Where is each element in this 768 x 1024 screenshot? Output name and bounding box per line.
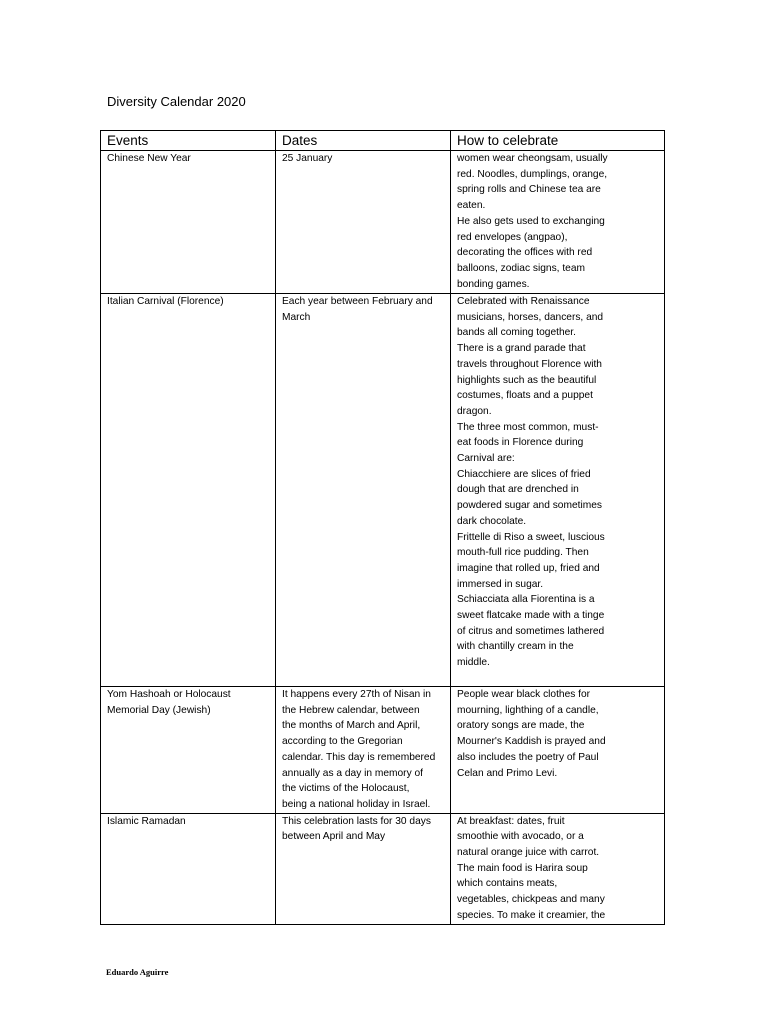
- celebrate-line: women wear cheongsam, usually: [457, 153, 608, 164]
- celebrate-line: mouth-full rice pudding. Then: [457, 547, 589, 559]
- document-title: Diversity Calendar 2020: [107, 94, 246, 109]
- dates-cell: [276, 813, 451, 924]
- event-cell: [101, 151, 276, 294]
- event-name: Chinese New Year: [107, 153, 191, 164]
- celebrate-line: oratory songs are made, the: [457, 720, 585, 732]
- celebrate-line: The main food is Harira soup: [457, 862, 588, 874]
- celebrate-line: also includes the poetry of Paul: [457, 751, 599, 763]
- event-cell: [101, 813, 276, 924]
- celebrate-line: imagine that rolled up, fried and: [457, 562, 600, 574]
- celebrate-cell: [451, 813, 665, 924]
- celebrate-line: of citrus and sometimes lathered: [457, 625, 605, 637]
- dates-cell: [276, 151, 451, 294]
- header-events: Events: [101, 131, 276, 151]
- celebrate-line: red envelopes (angpao),: [457, 231, 568, 243]
- celebrate-line: which contains meats,: [457, 878, 558, 890]
- celebrate-line: eaten.: [457, 200, 486, 212]
- celebrate-line: costumes, floats and a puppet: [457, 390, 593, 402]
- dates-cell: [276, 294, 451, 687]
- dates-text: March: [282, 311, 311, 323]
- dates-text: the victims of the Holocaust,: [282, 783, 410, 795]
- dates-text: between April and May: [282, 831, 386, 843]
- celebrate-line: Mourner's Kaddish is prayed and: [457, 736, 606, 748]
- celebrate-line: dark chocolate.: [457, 515, 527, 527]
- celebrate-line: immersed in sugar.: [457, 578, 544, 590]
- diversity-calendar-table: [100, 130, 665, 925]
- celebrate-line: bands all coming together.: [457, 327, 576, 339]
- celebrate-line: travels throughout Florence with: [457, 358, 602, 370]
- celebrate-line: species. To make it creamier, the: [457, 909, 606, 921]
- dates-text: the months of March and April,: [282, 720, 421, 732]
- celebrate-line: There is a grand parade that: [457, 343, 586, 355]
- celebrate-line: bonding games.: [457, 278, 530, 290]
- celebrate-line: powdered sugar and sometimes: [457, 500, 602, 512]
- celebrate-line: highlights such as the beautiful: [457, 374, 597, 386]
- celebrate-line: red. Noodles, dumplings, orange,: [457, 168, 608, 180]
- table-row: [101, 294, 665, 687]
- celebrate-line: dough that are drenched in: [457, 484, 579, 496]
- table-row: [101, 687, 665, 814]
- dates-cell: [276, 687, 451, 814]
- table-header-row: [101, 131, 665, 151]
- event-cell: [101, 687, 276, 814]
- dates-text: This celebration lasts for 30 days: [282, 815, 431, 827]
- celebrate-line: dragon.: [457, 405, 492, 417]
- celebrate-line: balloons, zodiac signs, team: [457, 262, 585, 274]
- celebrate-line: At breakfast: dates, fruit: [457, 815, 565, 827]
- celebrate-line: Frittelle di Riso a sweet, luscious: [457, 531, 605, 543]
- celebrate-line: He also gets used to exchanging: [457, 215, 605, 227]
- event-cell: [101, 294, 276, 687]
- event-name: Yom Hashoah or Holocaust: [107, 689, 231, 700]
- celebrate-cell: [451, 294, 665, 687]
- celebrate-line: middle.: [457, 657, 490, 669]
- table-row: [101, 813, 665, 924]
- celebrate-line: eat foods in Florence during: [457, 437, 584, 449]
- celebrate-line: Celan and Primo Levi.: [457, 767, 558, 779]
- celebrate-line: with chantilly cream in the: [457, 641, 574, 653]
- celebrate-cell: [451, 151, 665, 294]
- dates-text: Each year between February and: [282, 296, 433, 307]
- footer-author: Eduardo Aguirre: [106, 967, 169, 977]
- header-dates: Dates: [276, 131, 451, 151]
- event-name: Islamic Ramadan: [107, 815, 186, 827]
- celebrate-cell: [451, 687, 665, 814]
- dates-text: annually as a day in memory of: [282, 767, 423, 779]
- celebrate-line: The three most common, must-: [457, 421, 599, 433]
- celebrate-line: musicians, horses, dancers, and: [457, 311, 604, 323]
- celebrate-line: Schiacciata alla Fiorentina is a: [457, 594, 595, 606]
- celebrate-line: Celebrated with Renaissance: [457, 296, 590, 307]
- celebrate-line: decorating the offices with red: [457, 247, 593, 259]
- dates-text: 25 January: [282, 153, 333, 164]
- celebrate-line: People wear black clothes for: [457, 689, 591, 700]
- event-name: Italian Carnival (Florence): [107, 296, 224, 307]
- celebrate-line: spring rolls and Chinese tea are: [457, 184, 601, 196]
- celebrate-line: Carnival are:: [457, 453, 515, 465]
- dates-text: according to the Gregorian: [282, 736, 403, 748]
- dates-text: being a national holiday in Israel.: [282, 798, 431, 810]
- celebrate-line: natural orange juice with carrot.: [457, 847, 600, 859]
- celebrate-line: mourning, lighthing of a candle,: [457, 704, 599, 716]
- celebrate-line: sweet flatcake made with a tinge: [457, 610, 605, 622]
- table-row: [101, 151, 665, 294]
- celebrate-line: Chiacchiere are slices of fried: [457, 468, 591, 480]
- header-how-to-celebrate: How to celebrate: [451, 131, 665, 151]
- celebrate-line: smoothie with avocado, or a: [457, 831, 584, 843]
- event-name: Memorial Day (Jewish): [107, 704, 211, 716]
- dates-text: the Hebrew calendar, between: [282, 704, 420, 716]
- dates-text: It happens every 27th of Nisan in: [282, 689, 431, 700]
- dates-text: calendar. This day is remembered: [282, 751, 436, 763]
- celebrate-line: vegetables, chickpeas and many: [457, 894, 605, 906]
